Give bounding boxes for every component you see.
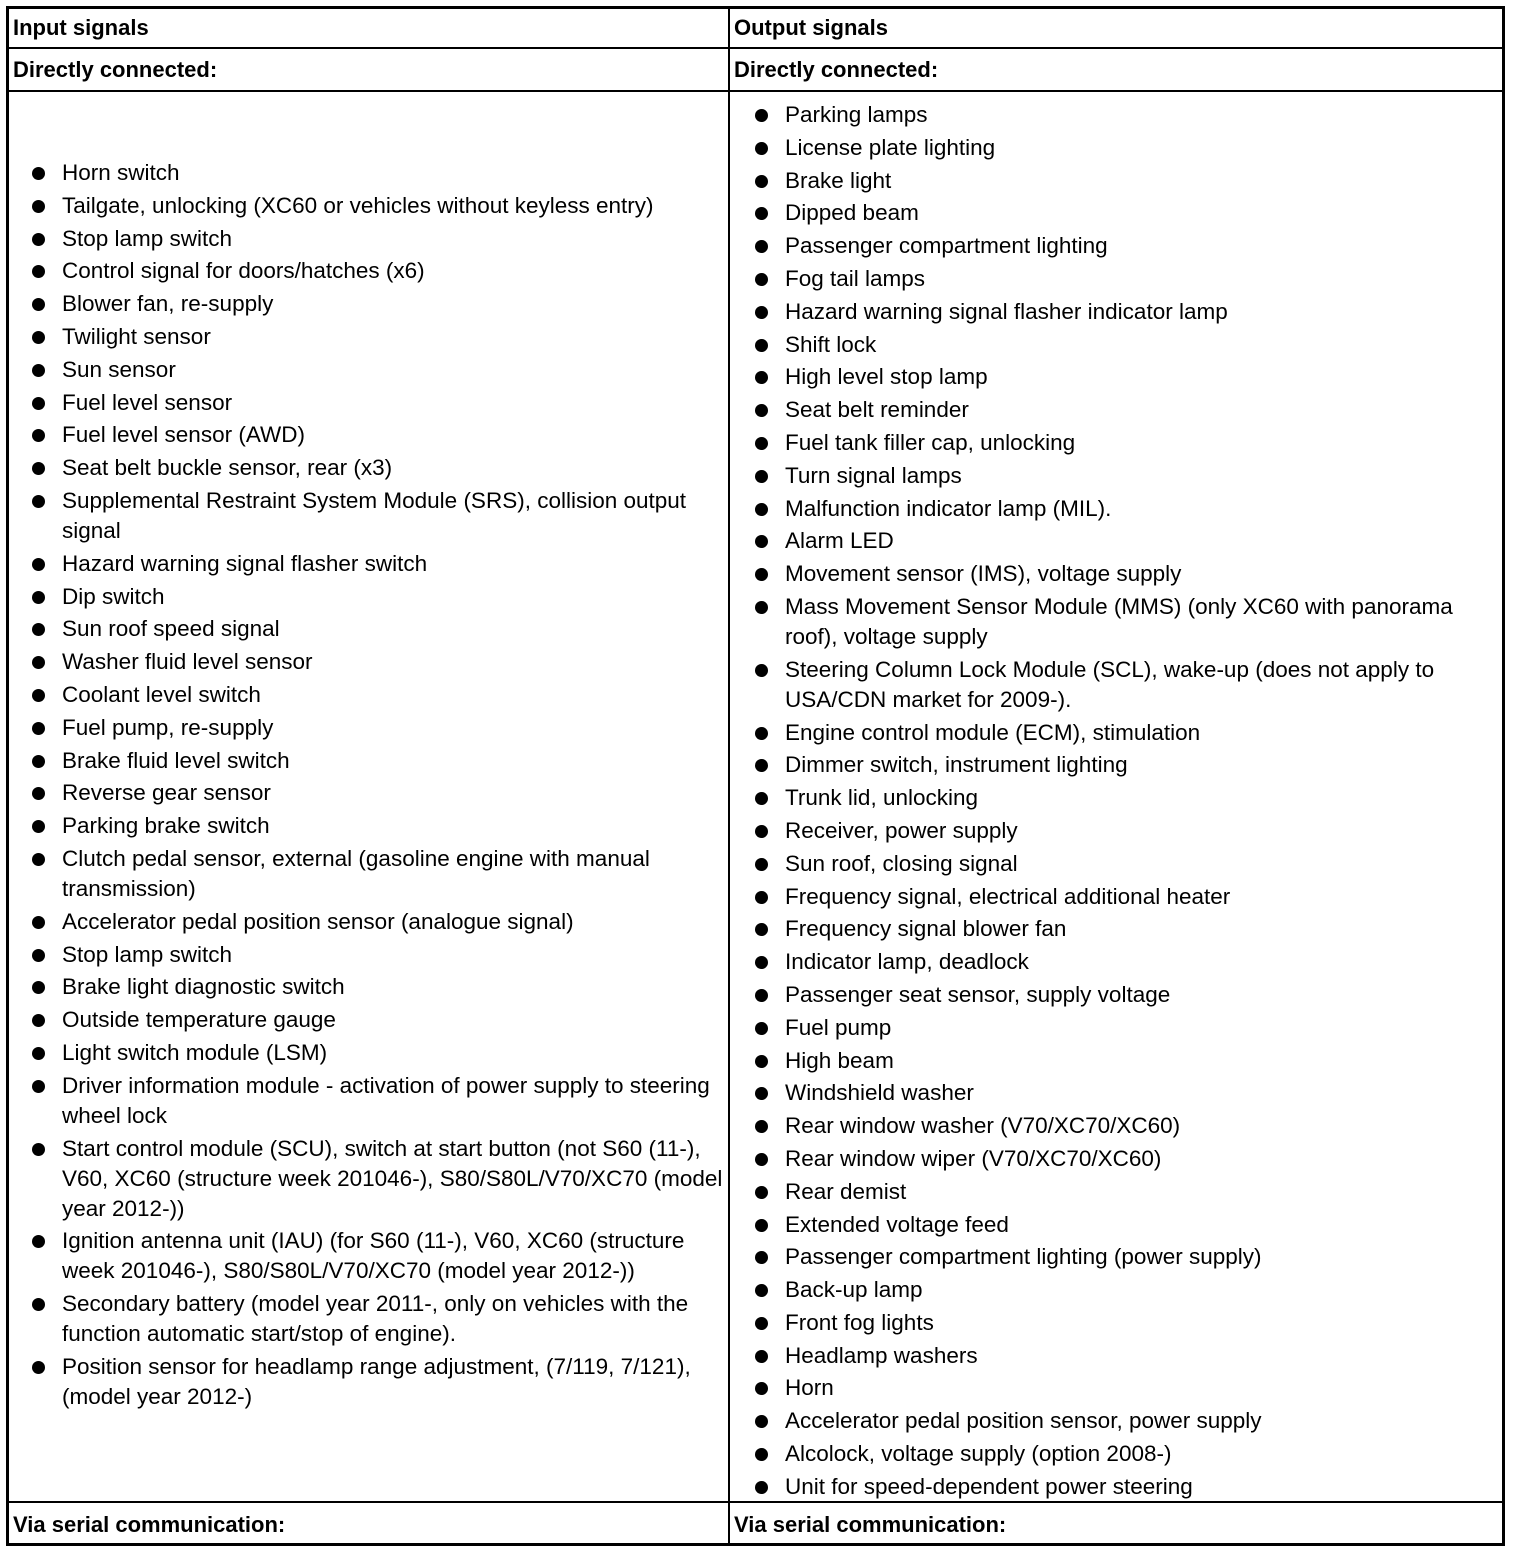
input-signals-heading: Input signals xyxy=(13,15,149,40)
output-signal-item-text: Frequency signal, electrical additional heater xyxy=(785,883,1231,909)
input-signal-item-text: Driver information module - activation of power supply to steering wheel lock xyxy=(62,1072,710,1128)
output-signal-item xyxy=(731,980,1506,1010)
input-signal-item-text: Light switch module (LSM) xyxy=(62,1039,328,1065)
input-signal-item-text: Brake fluid level switch xyxy=(62,747,290,773)
input-signal-item-text: Accelerator pedal position sensor (analogue signal) xyxy=(62,908,574,934)
output-signal-item-text: Passenger compartment lighting xyxy=(785,233,1108,259)
output-signal-item-text: Frequency signal blower fan xyxy=(785,916,1067,942)
output-signal-item-text: Sun roof, closing signal xyxy=(785,850,1018,876)
bullet-icon xyxy=(755,1382,768,1395)
bullet-icon xyxy=(755,240,768,253)
bullet-icon xyxy=(755,1251,768,1264)
bullet-icon xyxy=(755,175,768,188)
output-signal-item-text: Hazard warning signal flasher indicator lamp xyxy=(785,298,1228,324)
input-signal-item-text: Sun sensor xyxy=(62,356,176,382)
bullet-icon xyxy=(32,787,45,800)
bullet-icon xyxy=(32,1235,45,1248)
input-signal-item-text: Outside temperature gauge xyxy=(62,1007,336,1033)
input-signal-item xyxy=(9,420,728,450)
bullet-icon xyxy=(755,891,768,904)
bullet-icon xyxy=(755,339,768,352)
output-signal-item xyxy=(731,592,1506,652)
bullet-icon xyxy=(32,1047,45,1060)
bullet-icon xyxy=(32,689,45,702)
output-signal-item-text: Parking lamps xyxy=(785,102,928,127)
bullet-icon xyxy=(755,1055,768,1068)
output-signal-item xyxy=(731,133,1506,163)
bullet-icon xyxy=(32,200,45,213)
output-signal-item-text: Movement sensor (IMS), voltage supply xyxy=(785,561,1182,587)
input-signal-item xyxy=(9,453,728,483)
bullet-icon xyxy=(32,722,45,735)
output-signal-item-text: Rear demist xyxy=(785,1178,907,1204)
input-signal-item-text: Seat belt buckle sensor, rear (x3) xyxy=(62,455,393,481)
output-directly-connected-label: Directly connected: xyxy=(734,57,939,82)
output-signal-item xyxy=(731,231,1506,261)
output-signal-item xyxy=(731,362,1506,392)
input-signal-item xyxy=(9,1038,728,1068)
output-signal-item xyxy=(731,816,1506,846)
output-signal-item xyxy=(731,100,1506,130)
input-signal-item-text: Hazard warning signal flasher switch xyxy=(62,550,428,576)
bullet-icon xyxy=(32,331,45,344)
bullet-icon xyxy=(755,142,768,155)
bullet-icon xyxy=(755,1022,768,1035)
bullet-icon xyxy=(32,820,45,833)
bullet-icon xyxy=(755,664,768,677)
bullet-icon xyxy=(755,568,768,581)
output-signal-item xyxy=(731,882,1506,912)
input-signal-item xyxy=(9,811,728,841)
output-signal-item xyxy=(731,461,1506,491)
output-signal-item xyxy=(731,1078,1506,1108)
output-signal-item-text: Fuel tank filler cap, unlocking xyxy=(785,429,1076,455)
bullet-icon xyxy=(755,1317,768,1330)
bullet-icon xyxy=(755,989,768,1002)
output-signal-item xyxy=(731,1308,1506,1338)
output-signal-item xyxy=(731,395,1506,425)
input-signal-item-text: Dip switch xyxy=(62,583,165,609)
output-signals-heading: Output signals xyxy=(734,15,888,40)
input-signal-item xyxy=(9,289,728,319)
input-signal-item xyxy=(9,647,728,677)
bullet-icon xyxy=(32,167,45,180)
input-signal-item xyxy=(9,158,728,188)
input-signal-item xyxy=(9,355,728,385)
output-signal-item xyxy=(731,1373,1506,1403)
bullet-icon xyxy=(32,1143,45,1156)
output-signal-item-text: Trunk lid, unlocking xyxy=(785,785,979,811)
bullet-icon xyxy=(32,462,45,475)
bullet-icon xyxy=(755,371,768,384)
output-signal-item xyxy=(731,655,1506,715)
input-signal-item xyxy=(9,486,728,546)
input-signal-item xyxy=(9,907,728,937)
bullet-icon xyxy=(32,656,45,669)
output-signal-item xyxy=(731,1046,1506,1076)
bullet-icon xyxy=(755,1153,768,1166)
bullet-icon xyxy=(32,1080,45,1093)
output-signal-item-text: Seat belt reminder xyxy=(785,397,969,423)
bullet-icon xyxy=(32,949,45,962)
bullet-icon xyxy=(755,1448,768,1461)
bullet-icon xyxy=(755,306,768,319)
bullet-icon xyxy=(755,1186,768,1199)
bullet-icon xyxy=(32,265,45,278)
bullet-icon xyxy=(32,1014,45,1027)
input-directly-connected-label: Directly connected: xyxy=(13,57,218,82)
output-signal-item-text: Alcolock, voltage supply (option 2008-) xyxy=(785,1441,1172,1467)
bullet-icon xyxy=(755,470,768,483)
output-signal-item-text: Dipped beam xyxy=(785,200,919,226)
input-signal-item xyxy=(9,844,728,904)
output-signal-item xyxy=(731,494,1506,524)
bullet-icon xyxy=(755,792,768,805)
bullet-icon xyxy=(755,404,768,417)
input-signal-item-text: Clutch pedal sensor, external (gasoline engine with manual transmission) xyxy=(62,845,650,901)
input-signal-item xyxy=(9,322,728,352)
bullet-icon xyxy=(755,207,768,220)
input-signal-item-text: Secondary battery (model year 2011-, only on vehicles with the function automatic start/stop of engine). xyxy=(62,1291,689,1347)
row-divider-section xyxy=(9,90,1502,92)
input-signal-item-text: Stop lamp switch xyxy=(62,941,233,967)
input-signal-item-text: Brake light diagnostic switch xyxy=(62,974,345,1000)
bullet-icon xyxy=(755,1481,768,1494)
output-signal-item xyxy=(731,559,1506,589)
output-signal-item-text: Fuel pump xyxy=(785,1014,892,1040)
bullet-icon xyxy=(32,298,45,311)
output-signal-item-text: Windshield washer xyxy=(785,1080,974,1106)
output-signal-item xyxy=(731,1210,1506,1240)
input-signal-item xyxy=(9,778,728,808)
bullet-icon xyxy=(755,601,768,614)
output-signal-item xyxy=(731,526,1506,556)
output-signal-item-text: Fog tail lamps xyxy=(785,265,926,291)
bullet-icon xyxy=(755,503,768,516)
bullet-icon xyxy=(32,755,45,768)
input-signal-item-text: Fuel level sensor xyxy=(62,389,233,415)
bullet-icon xyxy=(32,591,45,604)
output-signal-item xyxy=(731,330,1506,360)
output-signal-item-text: Extended voltage feed xyxy=(785,1211,1009,1237)
output-signal-item-text: Alarm LED xyxy=(785,528,894,554)
bullet-icon xyxy=(755,759,768,772)
output-signal-item-text: Unit for speed-dependent power steering xyxy=(785,1473,1193,1499)
input-signal-item-text: Coolant level switch xyxy=(62,681,261,707)
input-signal-item-text: Supplemental Restraint System Module (SRS), collision output signal xyxy=(62,487,687,543)
input-signal-item-text: Stop lamp switch xyxy=(62,225,233,251)
input-signal-item xyxy=(9,256,728,286)
output-signal-item xyxy=(731,718,1506,748)
bullet-icon xyxy=(32,495,45,508)
input-signal-item xyxy=(9,1226,728,1286)
bullet-icon xyxy=(755,923,768,936)
input-signal-item xyxy=(9,549,728,579)
input-signal-item xyxy=(9,191,728,221)
input-signal-item-text: Fuel level sensor (AWD) xyxy=(62,422,305,448)
bullet-icon xyxy=(32,558,45,571)
output-signal-item-text: Malfunction indicator lamp (MIL). xyxy=(785,495,1112,521)
column-divider xyxy=(728,9,730,1543)
bullet-icon xyxy=(755,109,768,122)
output-signal-item xyxy=(731,1439,1506,1469)
bullet-icon xyxy=(755,1415,768,1428)
output-signal-item-text: Rear window wiper (V70/XC70/XC60) xyxy=(785,1145,1162,1171)
output-signal-item xyxy=(731,1144,1506,1174)
input-signal-item-text: Washer fluid level sensor xyxy=(62,649,313,675)
input-signal-item-text: Tailgate, unlocking (XC60 or vehicles without keyless entry) xyxy=(62,192,654,218)
output-signal-item-text: Back-up lamp xyxy=(785,1277,923,1303)
input-signal-item xyxy=(9,940,728,970)
input-signals-list xyxy=(9,158,728,1415)
output-signal-item-text: Headlamp washers xyxy=(785,1342,978,1368)
output-signal-item-text: Indicator lamp, deadlock xyxy=(785,949,1029,975)
output-signal-item-text: Mass Movement Sensor Module (MMS) (only XC60 with panorama roof), voltage supply xyxy=(785,593,1453,649)
output-signal-item xyxy=(731,1177,1506,1207)
input-signal-item-text: Position sensor for headlamp range adjustment, (7/119, 7/121), (model year 2012-) xyxy=(62,1353,691,1409)
output-signals-list xyxy=(731,100,1506,1505)
bullet-icon xyxy=(755,727,768,740)
bullet-icon xyxy=(32,623,45,636)
input-signal-item-text: Fuel pump, re-supply xyxy=(62,714,274,740)
input-signal-item-text: Control signal for doors/hatches (x6) xyxy=(62,258,425,284)
output-signal-item xyxy=(731,198,1506,228)
bullet-icon xyxy=(32,429,45,442)
bullet-icon xyxy=(32,397,45,410)
bullet-icon xyxy=(755,437,768,450)
signals-table xyxy=(6,6,1505,1546)
bullet-icon xyxy=(32,364,45,377)
input-signal-item-text: Parking brake switch xyxy=(62,813,270,839)
output-signal-item-text: Receiver, power supply xyxy=(785,817,1018,843)
output-signal-item xyxy=(731,1406,1506,1436)
bullet-icon xyxy=(755,1350,768,1363)
input-signal-item xyxy=(9,224,728,254)
bullet-icon xyxy=(755,858,768,871)
output-signal-item xyxy=(731,1111,1506,1141)
input-signal-item xyxy=(9,1005,728,1035)
input-signal-item xyxy=(9,746,728,776)
output-signal-item-text: Front fog lights xyxy=(785,1309,934,1335)
output-signal-item-text: Horn xyxy=(785,1375,834,1401)
output-signal-item-text: High level stop lamp xyxy=(785,364,988,390)
bullet-icon xyxy=(755,1219,768,1232)
output-signal-item-text: Passenger seat sensor, supply voltage xyxy=(785,981,1171,1007)
bullet-icon xyxy=(755,1087,768,1100)
output-signal-item xyxy=(731,914,1506,944)
output-signal-item xyxy=(731,1013,1506,1043)
output-signal-item-text: License plate lighting xyxy=(785,134,996,160)
output-signal-item-text: Dimmer switch, instrument lighting xyxy=(785,752,1128,778)
input-signal-item-text: Start control module (SCU), switch at start button (not S60 (11-), V60, XC60 (structure week 201046-), S80/S80L/V70/XC70 (model year 2012-)) xyxy=(62,1135,723,1221)
input-signal-item-text: Twilight sensor xyxy=(62,323,211,349)
bullet-icon xyxy=(755,1284,768,1297)
bullet-icon xyxy=(32,853,45,866)
bullet-icon xyxy=(755,1120,768,1133)
bullet-icon xyxy=(755,273,768,286)
output-signal-item-text: Rear window washer (V70/XC70/XC60) xyxy=(785,1113,1181,1139)
bullet-icon xyxy=(32,233,45,246)
input-signal-item xyxy=(9,614,728,644)
output-signal-item xyxy=(731,297,1506,327)
output-signal-item-text: Turn signal lamps xyxy=(785,462,962,488)
input-signal-item-text: Horn switch xyxy=(62,160,180,185)
input-signal-item xyxy=(9,582,728,612)
input-signal-item xyxy=(9,713,728,743)
output-signal-item-text: Engine control module (ECM), stimulation xyxy=(785,719,1201,745)
output-signal-item-text: Accelerator pedal position sensor, power supply xyxy=(785,1408,1262,1434)
input-signal-item-text: Reverse gear sensor xyxy=(62,780,271,806)
output-signal-item-text: Shift lock xyxy=(785,331,877,357)
output-signal-item xyxy=(731,1275,1506,1305)
input-signal-item-text: Ignition antenna unit (IAU) (for S60 (11-), V60, XC60 (structure week 201046-), S80/S80L/V70/XC70 (model year 2012-)) xyxy=(62,1228,685,1284)
bullet-icon xyxy=(755,956,768,969)
output-signal-item xyxy=(731,1341,1506,1371)
bullet-icon xyxy=(32,1361,45,1374)
output-signal-item xyxy=(731,750,1506,780)
output-signal-item xyxy=(731,1472,1506,1502)
input-signal-item xyxy=(9,680,728,710)
output-signal-item xyxy=(731,849,1506,879)
output-serial-communication-label: Via serial communication: xyxy=(734,1512,1007,1537)
output-signal-item xyxy=(731,428,1506,458)
output-signal-item-text: Passenger compartment lighting (power supply) xyxy=(785,1244,1262,1270)
input-signal-item xyxy=(9,1134,728,1224)
output-signal-item xyxy=(731,1242,1506,1272)
output-signal-item xyxy=(731,264,1506,294)
input-signal-item xyxy=(9,1289,728,1349)
bullet-icon xyxy=(755,535,768,548)
input-signal-item-text: Blower fan, re-supply xyxy=(62,291,274,317)
input-signal-item xyxy=(9,1071,728,1131)
output-signal-item xyxy=(731,947,1506,977)
input-signal-item xyxy=(9,388,728,418)
bullet-icon xyxy=(32,916,45,929)
input-signal-item xyxy=(9,1352,728,1412)
input-signal-item xyxy=(9,972,728,1002)
input-serial-communication-label: Via serial communication: xyxy=(13,1512,286,1537)
output-signal-item xyxy=(731,783,1506,813)
output-signal-item-text: Steering Column Lock Module (SCL), wake-up (does not apply to USA/CDN market for 2009-). xyxy=(785,656,1435,712)
output-signal-item xyxy=(731,166,1506,196)
bullet-icon xyxy=(32,1298,45,1311)
input-signal-item-text: Sun roof speed signal xyxy=(62,616,280,642)
output-signal-item-text: High beam xyxy=(785,1047,894,1073)
bullet-icon xyxy=(32,981,45,994)
output-signal-item-text: Brake light xyxy=(785,167,892,193)
bullet-icon xyxy=(755,825,768,838)
